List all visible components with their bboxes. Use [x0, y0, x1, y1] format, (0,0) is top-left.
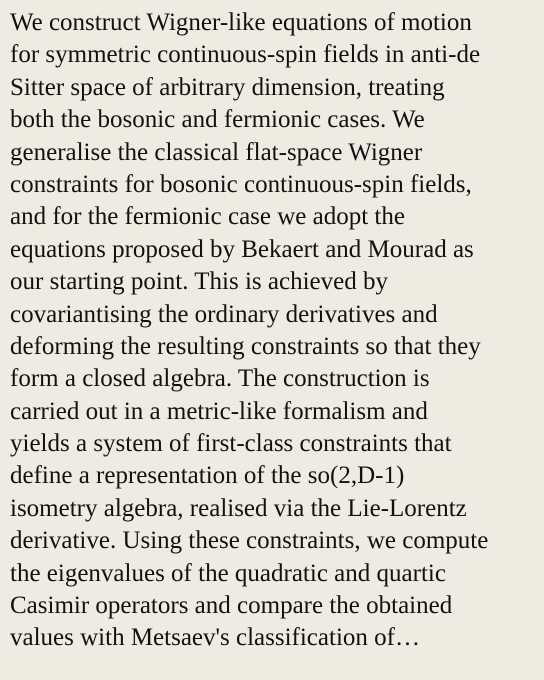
abstract-line: covariantising the ordinary derivatives and — [10, 300, 438, 328]
abstract-line: define a representation of the so(2,D-1) — [10, 462, 405, 490]
abstract-line: our starting point. This is achieved by — [10, 268, 388, 296]
abstract-text — [10, 7, 540, 655]
abstract-line: for symmetric continuous-spin fields in anti-de — [10, 41, 481, 69]
abstract-line: isometry algebra, realised via the Lie-Lorentz — [10, 494, 467, 522]
abstract-line: Sitter space of arbitrary dimension, treating — [10, 73, 445, 101]
abstract-line: values with Metsaev's classification of… — [10, 624, 420, 652]
abstract-line: yields a system of first-class constraints that — [10, 430, 452, 458]
abstract-line: We construct Wigner-like equations of motion — [10, 9, 472, 36]
abstract-line: deforming the resulting constraints so that they — [10, 332, 481, 360]
abstract-line: and for the fermionic case we adopt the — [10, 203, 405, 231]
abstract-line: derivative. Using these constraints, we compute — [10, 527, 489, 555]
abstract-line: generalise the classical flat-space Wigner — [10, 138, 423, 166]
abstract-line: constraints for bosonic continuous-spin fields, — [10, 170, 472, 198]
abstract-line: the eigenvalues of the quadratic and quartic — [10, 559, 446, 587]
abstract-line: Casimir operators and compare the obtained — [10, 592, 453, 620]
abstract-line: form a closed algebra. The construction is — [10, 365, 430, 393]
abstract-line: both the bosonic and fermionic cases. We — [10, 106, 425, 134]
abstract-line: equations proposed by Bekaert and Mourad as — [10, 235, 474, 263]
abstract-line: carried out in a metric-like formalism and — [10, 397, 428, 425]
